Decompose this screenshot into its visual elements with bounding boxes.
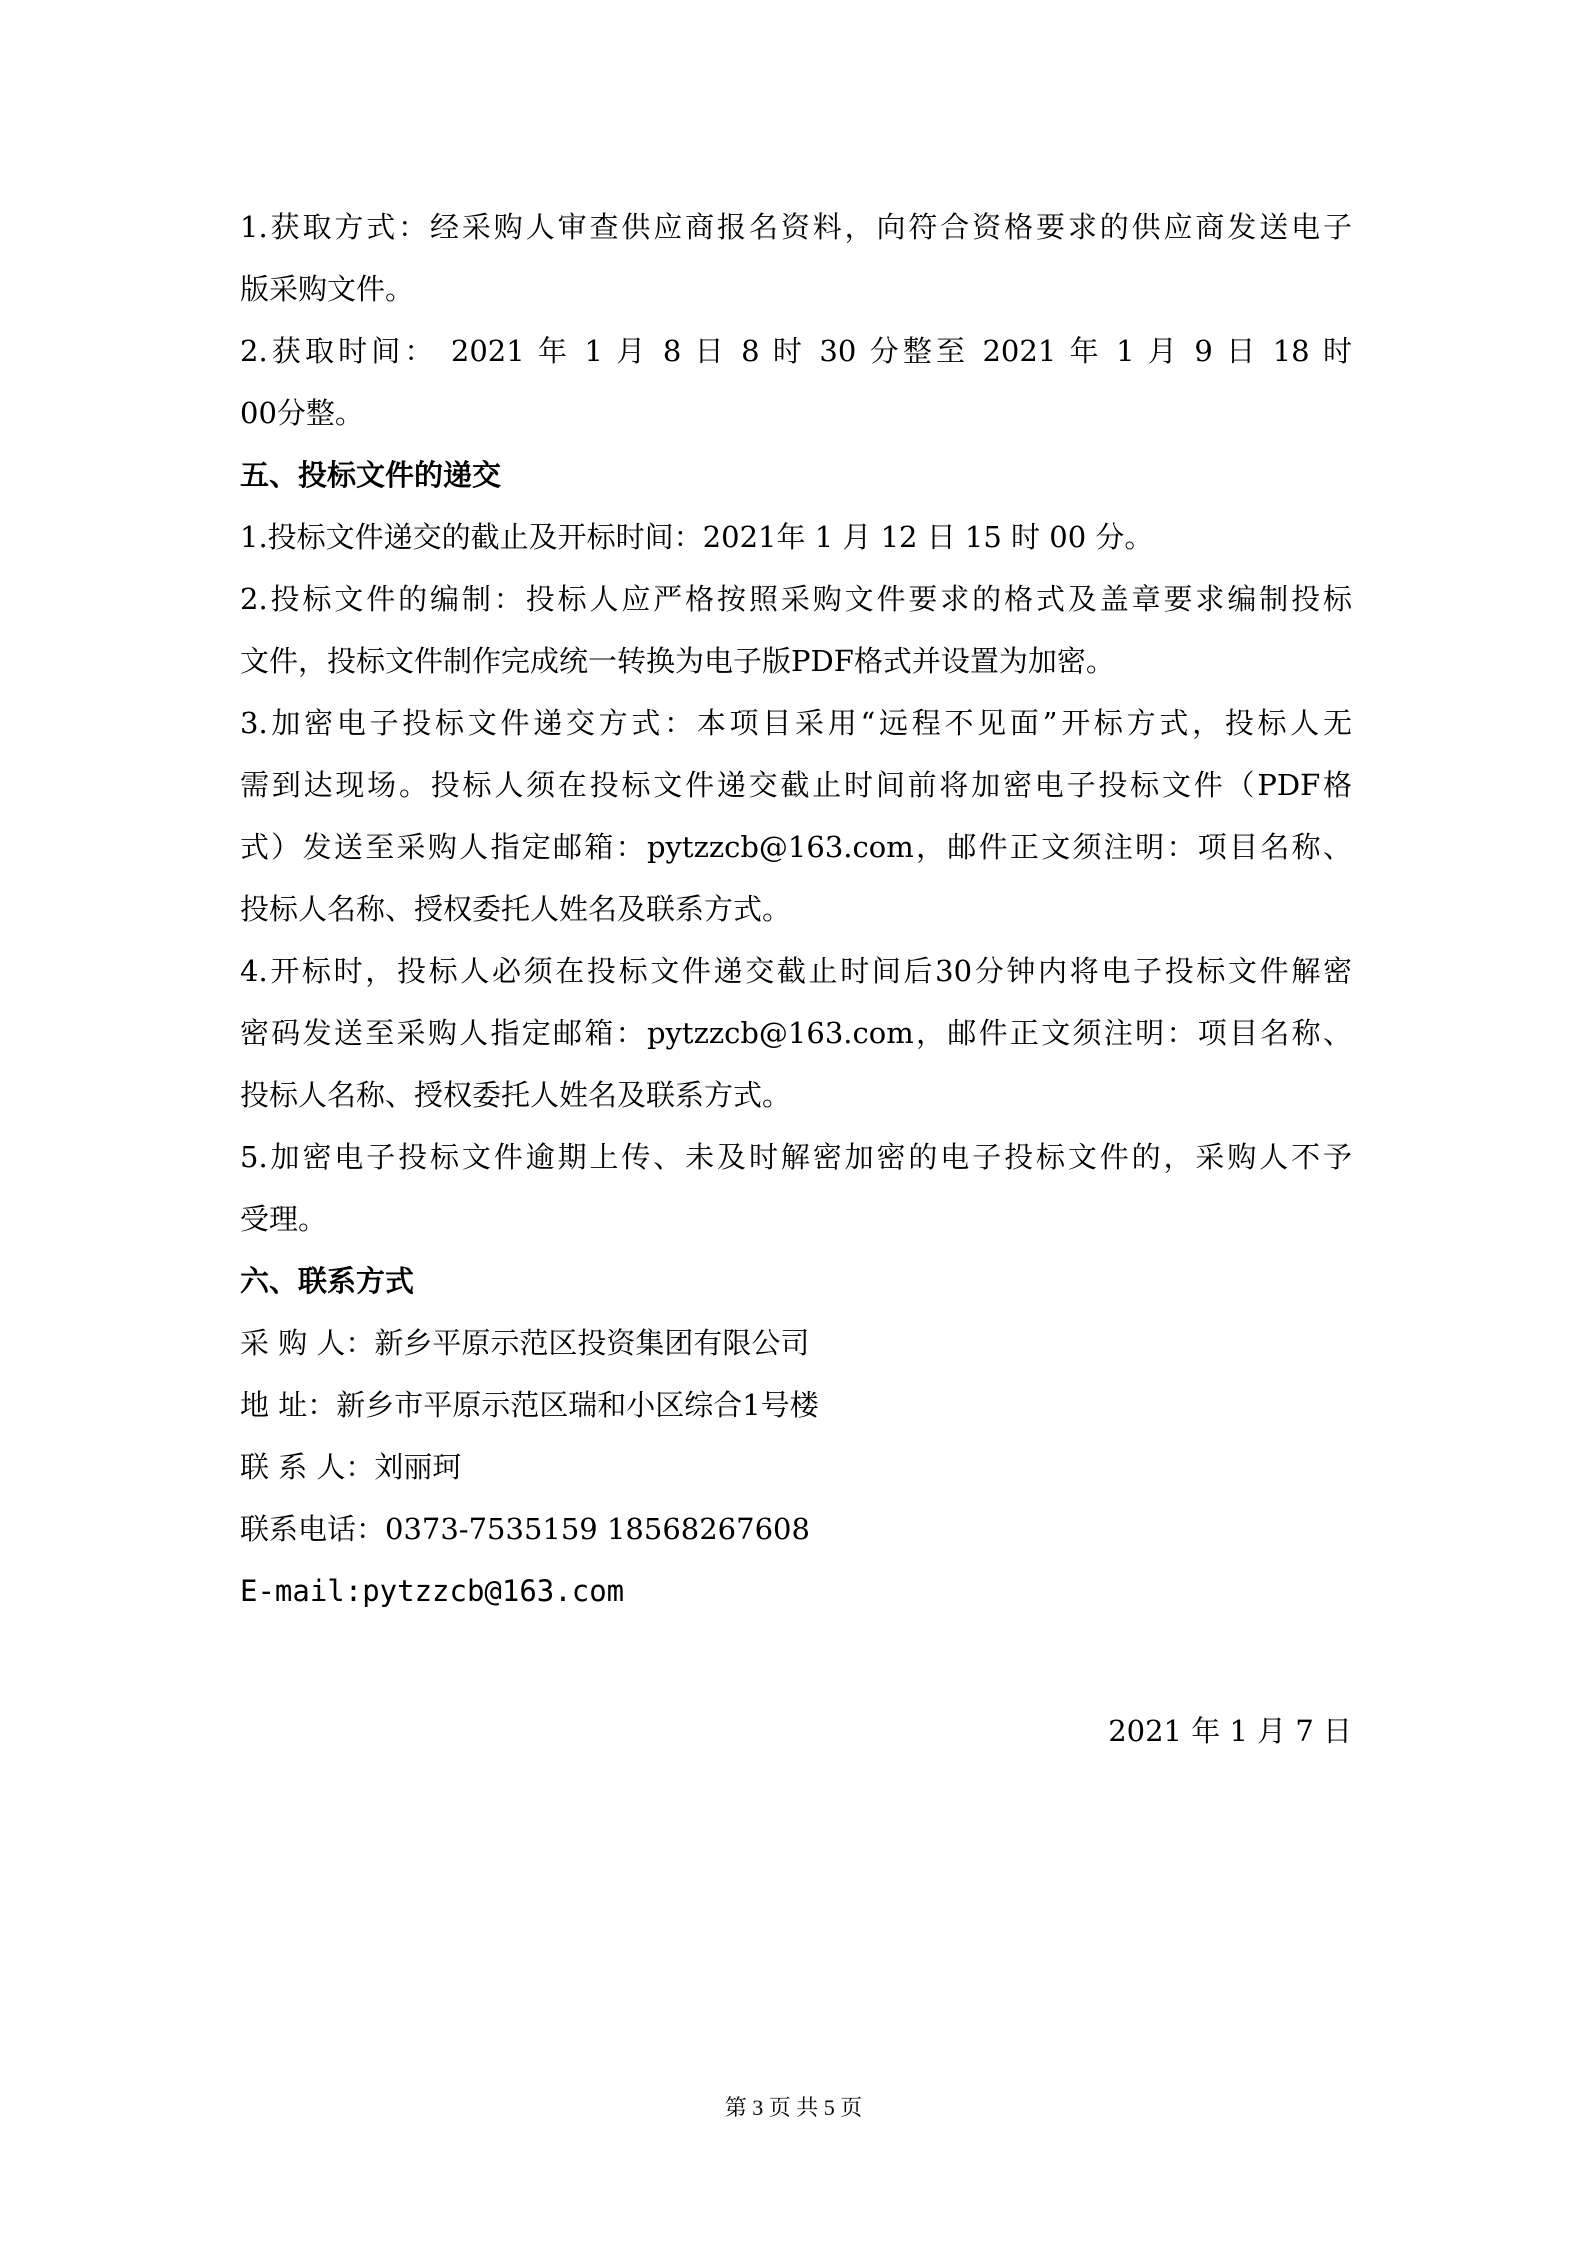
section6-heading: 六、联系方式 [240,1264,415,1298]
section5-heading: 五、投标文件的递交 [240,458,502,492]
page-footer: 第 3 页 共 5 页 [724,2095,863,2120]
section4-item2-line1: 2.获取时间： 2021 年 1 月 8 日 8 时 30 分整至 2021 年 1 月 9 日 18 时 [240,334,1352,368]
contact-purchaser: 采 购 人：新乡平原示范区投资集团有限公司 [240,1326,810,1360]
contact-phone: 联系电话：0373-7535159 18568267608 [240,1512,810,1546]
section5-item3-line3: 式）发送至采购人指定邮箱：pytzzcb@163.com，邮件正文须注明：项目名称、 [240,830,1352,864]
document-body [240,196,1352,1622]
contact-person: 联 系 人：刘丽珂 [240,1450,462,1484]
section5-item2-line1: 2.投标文件的编制：投标人应严格按照采购文件要求的格式及盖章要求编制投标 [240,582,1352,616]
section5-item3-line2: 需到达现场。投标人须在投标文件递交截止时间前将加密电子投标文件（PDF格 [240,768,1352,802]
section5-item5-line1: 5.加密电子投标文件逾期上传、未及时解密加密的电子投标文件的，采购人不予 [240,1140,1352,1174]
document-date: 2021 年 1 月 7 日 [1108,1714,1352,1748]
section5-item4-line1: 4.开标时，投标人必须在投标文件递交截止时间后30分钟内将电子投标文件解密 [240,954,1352,988]
contact-email: E-mail:pytzzcb@163.com [240,1574,625,1608]
section5-item4-line2: 密码发送至采购人指定邮箱：pytzzcb@163.com，邮件正文须注明：项目名称、 [240,1016,1352,1050]
section5-item3-line4: 投标人名称、授权委托人姓名及联系方式。 [240,892,792,926]
section5-item4-line3: 投标人名称、授权委托人姓名及联系方式。 [240,1078,792,1112]
section4-item1-line1: 1.获取方式：经采购人审查供应商报名资料，向符合资格要求的供应商发送电子 [240,210,1352,244]
section5-item5-line2: 受理。 [240,1202,328,1236]
contact-address: 地 址：新乡市平原示范区瑞和小区综合1号楼 [240,1388,819,1422]
section4-item2-line2: 00分整。 [240,396,364,430]
section5-item3-line1: 3.加密电子投标文件递交方式：本项目采用“远程不见面”开标方式，投标人无 [240,706,1352,740]
section5-item2-line2: 文件，投标文件制作完成统一转换为电子版PDF格式并设置为加密。 [240,644,1115,678]
section5-item1: 1.投标文件递交的截止及开标时间：2021年 1 月 12 日 15 时 00 分。 [240,520,1154,554]
section4-item1-line2: 版采购文件。 [240,272,415,306]
